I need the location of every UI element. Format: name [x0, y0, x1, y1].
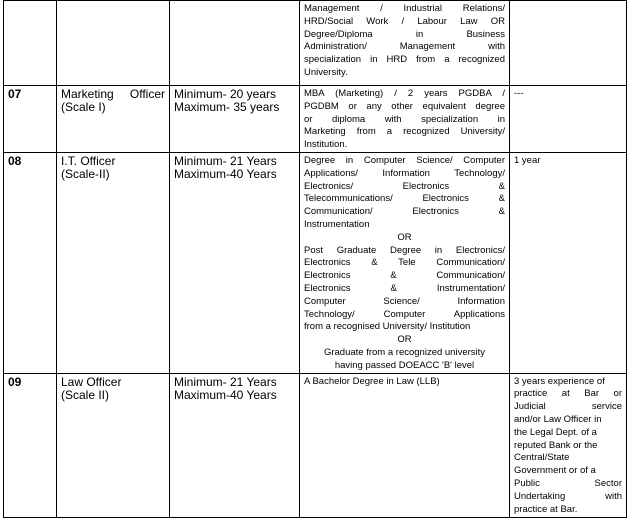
table-row [4, 1, 627, 86]
post-cell: I.T. Officer (Scale-II) [57, 152, 170, 373]
post-cell [57, 1, 170, 86]
age-cell: Minimum- 20 years Maximum- 35 years [170, 86, 300, 153]
post-cell: Law Officer (Scale II) [57, 373, 170, 517]
experience-cell: 3 years experience of practice at Bar or Judicial service and/or Law Officer in the Legal Dept. of a reputed Bank or the Central/State Government or of a Public Sector Undertaking with practice at Bar. [510, 373, 627, 517]
qualification-cell: Management / Industrial Relations/ HRD/Social Work / Labour Law OR Degree/Diploma in Business Administration/ Management with specialization in HRD from a recognized University. [300, 1, 510, 86]
serial-no-cell: 09 [4, 373, 57, 517]
experience-cell [510, 1, 627, 86]
qualification-cell: A Bachelor Degree in Law (LLB) [300, 373, 510, 517]
experience-cell: --- [510, 86, 627, 153]
serial-no-cell: 08 [4, 152, 57, 373]
serial-no-cell: 07 [4, 86, 57, 153]
qualification-cell: MBA (Marketing) / 2 years PGDBA / PGDBM or any other equivalent degree or diploma with specialization in Marketing from a recognized University/ Institution. [300, 86, 510, 153]
table-row [4, 86, 627, 153]
age-cell [170, 1, 300, 86]
recruitment-table [3, 0, 627, 518]
experience-cell: 1 year [510, 152, 627, 373]
table-row [4, 152, 627, 373]
age-cell: Minimum- 21 Years Maximum-40 Years [170, 373, 300, 517]
serial-no-cell [4, 1, 57, 86]
age-cell: Minimum- 21 Years Maximum-40 Years [170, 152, 300, 373]
table-row [4, 373, 627, 517]
post-cell: Marketing Officer (Scale I) [57, 86, 170, 153]
qualification-cell: Degree in Computer Science/ Computer Applications/ Information Technology/ Electronics/ Electronics & Telecommunications/ Electronics & Communication/ Electronics & Instrumentation OR Post Graduate Degree in Electronics/ Electronics & Tele Communication/ Electronics & Communication/ Electronics & Instrumentation/ Computer Science/ Information Technology/ Computer Applications from a recognised University/ Institution OR Graduate from a recognized university having passed DOEACC 'B' level [300, 152, 510, 373]
